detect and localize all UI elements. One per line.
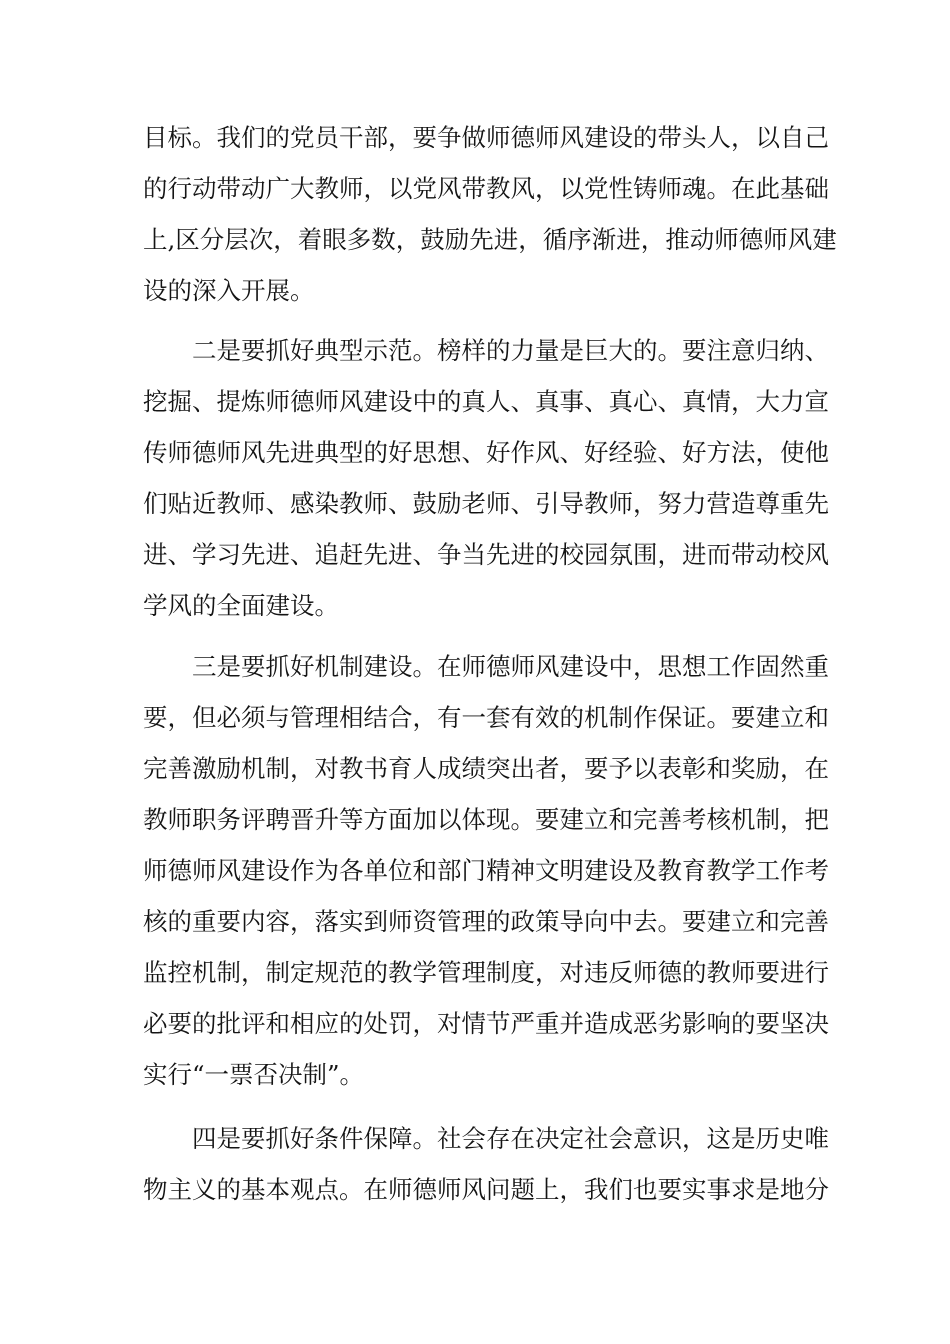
paragraph-line: 挖掘、提炼师德师风建设中的真人、真事、真心、真情，大力宣	[143, 387, 829, 416]
paragraph-line: 要，但必须与管理相结合，有一套有效的机制作保证。要建立和	[143, 703, 829, 732]
paragraph-line: 必要的批评和相应的处罚，对情节严重并造成恶劣影响的要坚决	[143, 1009, 829, 1038]
paragraph-line: 二是要抓好典型示范。榜样的力量是巨大的。要注意归纳、	[192, 336, 829, 365]
paragraph-line: 们贴近教师、感染教师、鼓励老师、引导教师，努力营造尊重先	[143, 489, 829, 518]
paragraph-line: 物主义的基本观点。在师德师风问题上，我们也要实事求是地分	[143, 1175, 829, 1204]
paragraph-line: 教师职务评聘晋升等方面加以体现。要建立和完善考核机制，把	[143, 805, 829, 834]
paragraph-line: 完善激励机制，对教书育人成绩突出者，要予以表彰和奖励，在	[143, 754, 829, 783]
paragraph-conditions-guarantee	[143, 1113, 829, 1215]
paragraph-line: 三是要抓好机制建设。在师德师风建设中，思想工作固然重	[192, 652, 829, 681]
paragraph-line: 四是要抓好条件保障。社会存在决定社会意识，这是历史唯	[192, 1124, 829, 1153]
paragraph-line: 学风的全面建设。	[143, 591, 339, 620]
paragraph-line: 实行“一票否决制”。	[143, 1060, 365, 1089]
paragraph-line: 进、学习先进、追赶先进、争当先进的校园氛围，进而带动校风	[143, 540, 829, 569]
paragraph-line: 监控机制，制定规范的教学管理制度，对违反师德的教师要进行	[143, 958, 829, 987]
paragraph-line: 上,区分层次，着眼多数，鼓励先进，循序渐进，推动师德师风建	[143, 225, 837, 254]
paragraph-line: 的行动带动广大教师，以党风带教风，以党性铸师魂。在此基础	[143, 174, 829, 203]
paragraph-line: 师德师风建设作为各单位和部门精神文明建设及教育教学工作考	[143, 856, 829, 885]
paragraph-mechanism-building	[143, 641, 829, 1100]
paragraph-line: 目标。我们的党员干部，要争做师德师风建设的带头人，以自己	[143, 123, 829, 152]
paragraph-line: 核的重要内容，落实到师资管理的政策导向中去。要建立和完善	[143, 907, 829, 936]
paragraph-line: 传师德师风先进典型的好思想、好作风、好经验、好方法，使他	[143, 438, 829, 467]
paragraph-typical-example	[143, 325, 829, 631]
paragraph-continuation	[143, 112, 837, 316]
paragraph-line: 设的深入开展。	[143, 276, 315, 305]
